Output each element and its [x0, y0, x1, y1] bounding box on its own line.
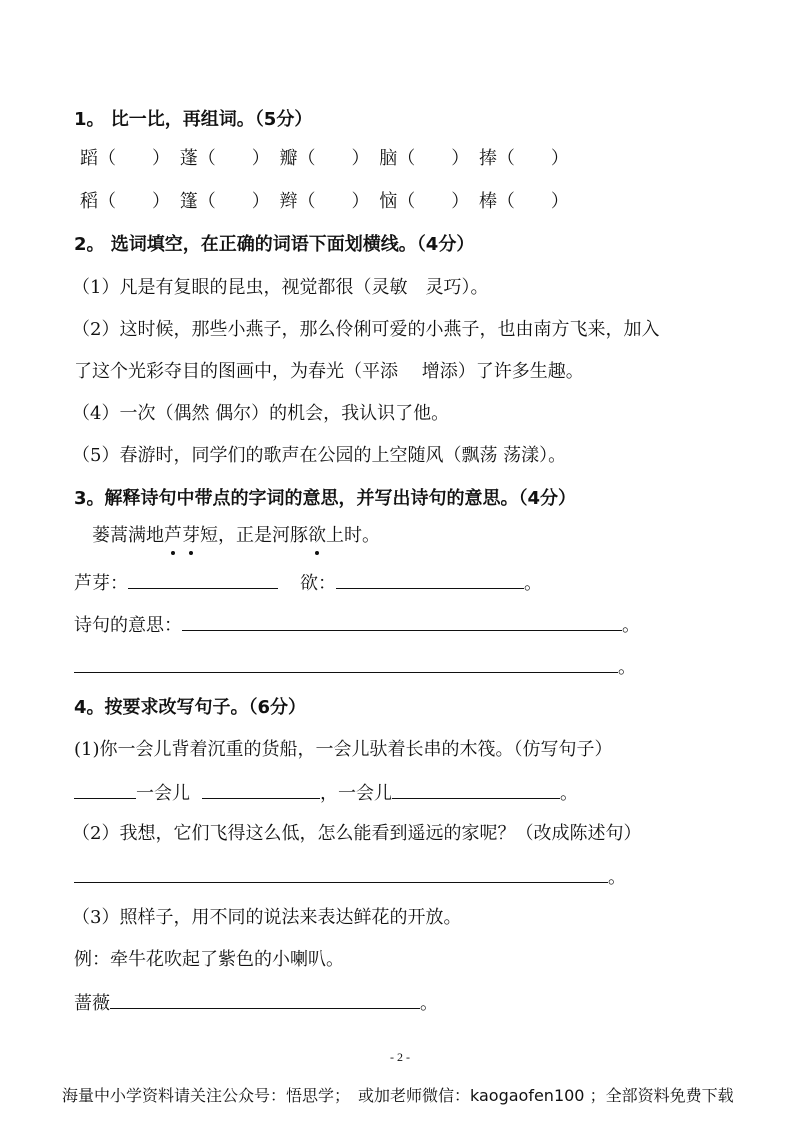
q4-item2-answer: [74, 864, 626, 890]
q4-item3-answer: [74, 990, 438, 1016]
q4-item3: （3）照样子，用不同的说法来表达鲜花的开放。: [72, 907, 462, 928]
q2-item2-line1: （2）这时候，那些小燕子，那么伶俐可爱的小燕子，也由南方飞来，加入: [72, 319, 660, 340]
label-qiangwei: 蔷薇: [74, 993, 110, 1014]
imitation-blank-2[interactable]: [202, 780, 320, 799]
imitation-blank-1[interactable]: [74, 780, 136, 799]
label-meaning: 诗句的意思：: [74, 615, 182, 636]
qiangwei-answer-blank[interactable]: [110, 990, 420, 1009]
q4-item1: (1)你一会儿背着沉重的货船，一会儿驮着长串的木筏。（仿写句子）: [74, 739, 613, 760]
q1-row1: [80, 147, 573, 171]
q4-item2: （2）我想，它们飞得这么低，怎么能看到遥远的家呢？（改成陈述句）: [72, 823, 642, 844]
q1-row2-item: 稻（ ）: [80, 191, 170, 212]
period: 。: [608, 867, 626, 888]
footer-notice: 海量中小学资料请关注公众号：悟思学； 或加老师微信：kaogaofen100 ；全部资料免费下载: [62, 1086, 734, 1105]
q1-row2-item: 辫（ ）: [279, 191, 370, 212]
label-luya: 芦芽：: [74, 573, 128, 594]
q2-item4: （4）一次（偶然 偶尔）的机会，我认识了他。: [72, 403, 450, 424]
q4-title: 4。按要求改写句子。（6分）: [74, 697, 307, 718]
q1-title: 1。 比一比，再组词。（5分）: [74, 109, 313, 130]
q2-item1: （1）凡是有复眼的昆虫，视觉都很（灵敏 灵巧）。: [72, 277, 489, 298]
q2-item2-line2: 了这个光彩夺目的图画中，为春光（平添 增添）了许多生趣。: [74, 361, 584, 382]
poem-text: 蒌蒿满地: [92, 525, 164, 546]
q3-meaning-line2: [74, 654, 636, 680]
q1-row2-item: 篷（ ）: [179, 191, 270, 212]
poem-text: 短，正是河豚: [200, 525, 308, 546]
q1-row2-item: 棒（ ）: [478, 191, 569, 212]
period: 。: [524, 573, 542, 594]
period: 。: [560, 783, 578, 804]
dotted-char-ya: 芽: [182, 525, 200, 546]
dotted-char-yu: 欲: [308, 525, 326, 546]
yu-answer-blank[interactable]: [336, 570, 524, 589]
period: 。: [618, 657, 636, 678]
imitation-blank-3[interactable]: [392, 780, 560, 799]
poem-text: 上时。: [326, 525, 380, 546]
page-number: - 2 -: [390, 1050, 410, 1064]
q3-word-answers: [74, 570, 542, 596]
statement-answer-blank[interactable]: [74, 864, 608, 883]
q3-title: 3。解释诗句中带点的字词的意思，并写出诗句的意思。（4分）: [74, 488, 577, 509]
period: 。: [420, 993, 438, 1014]
q1-row1-item: 蓬（ ）: [179, 148, 270, 169]
q1-row1-item: 瓣（ ）: [279, 148, 370, 169]
meaning-answer-blank[interactable]: [182, 612, 622, 631]
fill-text: ，一会儿: [320, 783, 392, 804]
fill-text: 一会儿: [136, 783, 190, 804]
label-yu: 欲：: [300, 573, 336, 594]
q2-title: 2。 选词填空，在正确的词语下面划横线。（4分）: [74, 234, 475, 255]
meaning-answer-blank-2[interactable]: [74, 654, 618, 673]
luya-answer-blank[interactable]: [128, 570, 278, 589]
q3-meaning-line: [74, 612, 640, 638]
q1-row1-item: 脑（ ）: [379, 148, 470, 169]
q1-row2: [80, 190, 573, 214]
q1-row1-item: 捧（ ）: [478, 148, 569, 169]
q4-example: 例：牵牛花吹起了紫色的小喇叭。: [74, 949, 344, 970]
period: 。: [622, 615, 640, 636]
q3-poem: [92, 524, 380, 548]
q1-row2-item: 恼（ ）: [379, 191, 470, 212]
q4-item1-fill: [74, 780, 578, 806]
dotted-char-lu: 芦: [164, 525, 182, 546]
q1-row1-item: 蹈（ ）: [80, 148, 170, 169]
q2-item5: （5）春游时，同学们的歌声在公园的上空随风（飘荡 荡漾）。: [72, 445, 567, 466]
